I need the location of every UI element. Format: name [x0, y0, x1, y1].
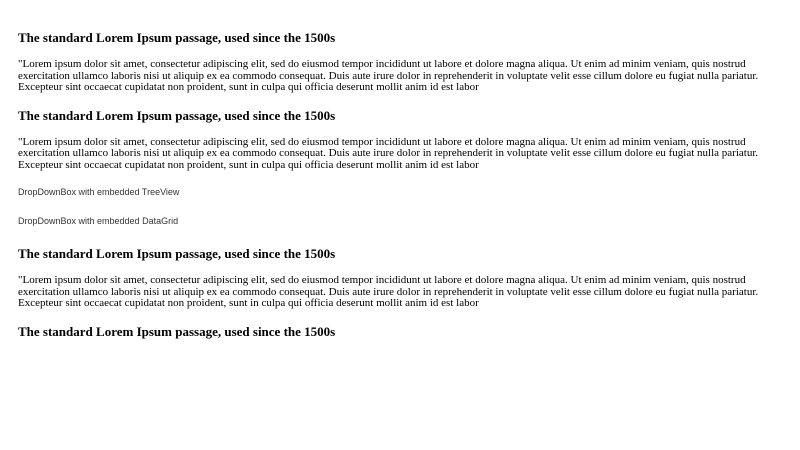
- dropdownbox-treeview-label: DropDownBox with embedded TreeView: [18, 187, 180, 197]
- lorem-paragraph-3: "Lorem ipsum dolor sit amet, consectetur adipiscing elit, sed do eiusmod tempor incididunt ut labore et dolore magna aliqua. Ut enim ad minim veniam, quis nostrud exercitation ullamco laboris nisi ut aliquip ex ea commodo consequat. Duis aute irure dolor in reprehenderit in voluptate velit esse cillum dolore eu fugiat nulla pariatur. Excepteur sint occaecat cupidatat non proident, sunt in culpa qui officia deserunt mollit anim id est labor: [18, 274, 759, 309]
- section-heading-4: The standard Lorem Ipsum passage, used since the 1500s: [18, 323, 336, 339]
- section-heading-1: The standard Lorem Ipsum passage, used since the 1500s: [18, 30, 336, 45]
- section-heading-3: The standard Lorem Ipsum passage, used since the 1500s: [18, 246, 336, 261]
- dropdownbox-datagrid-label: DropDownBox with embedded DataGrid: [18, 216, 179, 226]
- lorem-paragraph-1: "Lorem ipsum dolor sit amet, consectetur adipiscing elit, sed do eiusmod tempor incididunt ut labore et dolore magna aliqua. Ut enim ad minim veniam, quis nostrud exercitation ullamco laboris nisi ut aliquip ex ea commodo consequat. Duis aute irure dolor in reprehenderit in voluptate velit esse cillum dolore eu fugiat nulla pariatur. Excepteur sint occaecat cupidatat non proident, sunt in culpa qui officia deserunt mollit anim id est labor: [18, 58, 759, 93]
- section-heading-2: The standard Lorem Ipsum passage, used since the 1500s: [18, 107, 336, 123]
- page-content: [18, 30, 788, 353]
- lorem-paragraph-2: "Lorem ipsum dolor sit amet, consectetur adipiscing elit, sed do eiusmod tempor incididunt ut labore et dolore magna aliqua. Ut enim ad minim veniam, quis nostrud exercitation ullamco laboris nisi ut aliquip ex ea commodo consequat. Duis aute irure dolor in reprehenderit in voluptate velit esse cillum dolore eu fugiat nulla pariatur. Excepteur sint occaecat cupidatat non proident, sunt in culpa qui officia deserunt mollit anim id est labor: [18, 135, 759, 171]
